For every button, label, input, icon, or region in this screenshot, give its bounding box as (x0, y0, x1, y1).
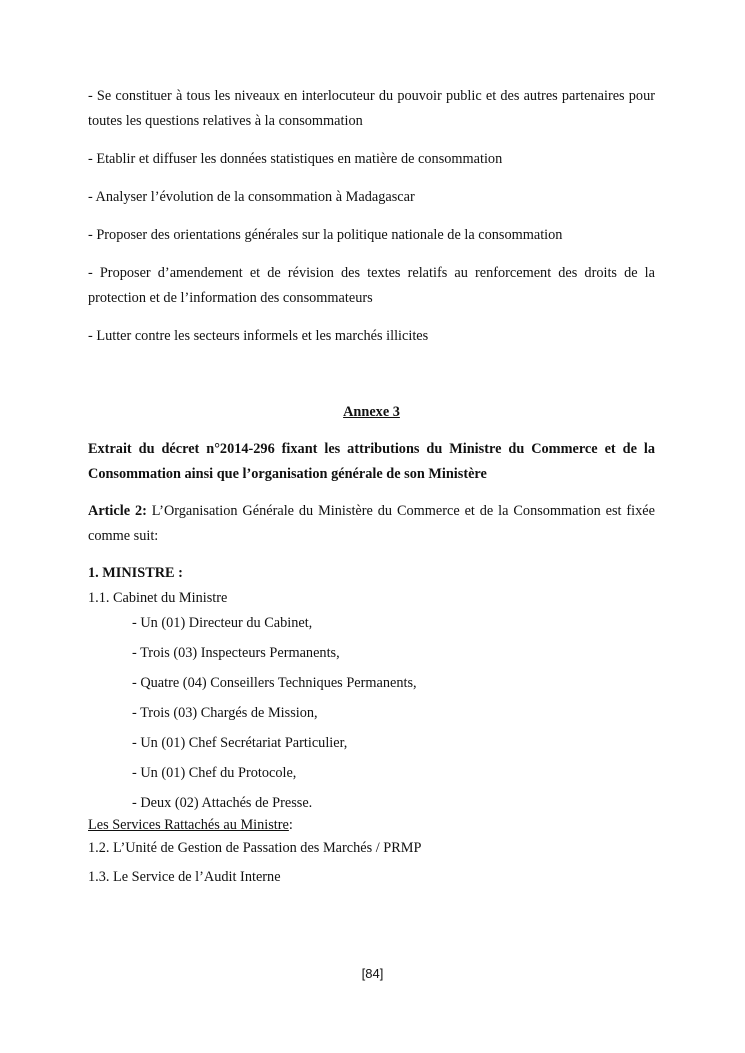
article-text: L’Organisation Générale du Ministère du Commerce et de la Consommation est fixée comme suit: (88, 503, 655, 544)
services-heading-text: Les Services Rattachés au Ministre (88, 817, 289, 833)
article-paragraph (88, 499, 655, 549)
cabinet-list (88, 611, 655, 816)
bullet-paragraph: - Proposer des orientations générales sur la politique nationale de la consommation (88, 227, 563, 243)
list-item: - Quatre (04) Conseillers Techniques Permanents, (132, 675, 417, 691)
annexe-title: Annexe 3 (343, 404, 400, 420)
bullet-paragraph: - Lutter contre les secteurs informels et les marchés illicites (88, 328, 429, 344)
list-item: - Un (01) Directeur du Cabinet, (132, 615, 313, 631)
services-heading (88, 816, 655, 834)
list-item: - Un (01) Chef Secrétariat Particulier, (132, 735, 348, 751)
unit-heading: 1.2. L’Unité de Gestion de Passation des Marchés / PRMP (88, 840, 422, 856)
list-item: - Trois (03) Inspecteurs Permanents, (132, 645, 340, 661)
extract-title: Extrait du décret n°2014-296 fixant les attributions du Ministre du Commerce et de la Consommation ainsi que l’organisation générale de son Ministère (88, 441, 655, 482)
article-label: Article 2: (88, 503, 147, 519)
ministre-heading: 1. MINISTRE : (88, 565, 183, 581)
services-heading-colon: : (288, 817, 293, 833)
bullet-paragraph: - Proposer d’amendement et de révision des textes relatifs au renforcement des droits de la protection et de l’information des consommateurs (88, 265, 655, 306)
audit-heading: 1.3. Le Service de l’Audit Interne (88, 869, 281, 885)
list-item: - Un (01) Chef du Protocole, (132, 765, 297, 781)
document-page (88, 84, 655, 890)
bullet-paragraph: - Analyser l’évolution de la consommation à Madagascar (88, 189, 415, 205)
bullet-paragraph: - Etablir et diffuser les données statistiques en matière de consommation (88, 151, 503, 167)
page-number: [84] (361, 966, 384, 981)
cabinet-heading: 1.1. Cabinet du Ministre (88, 590, 228, 606)
bullet-paragraph: - Se constituer à tous les niveaux en interlocuteur du pouvoir public et des autres partenaires pour toutes les questions relatives à la consommation (88, 88, 655, 129)
list-item: - Deux (02) Attachés de Presse. (132, 795, 313, 811)
list-item: - Trois (03) Chargés de Mission, (132, 705, 318, 721)
